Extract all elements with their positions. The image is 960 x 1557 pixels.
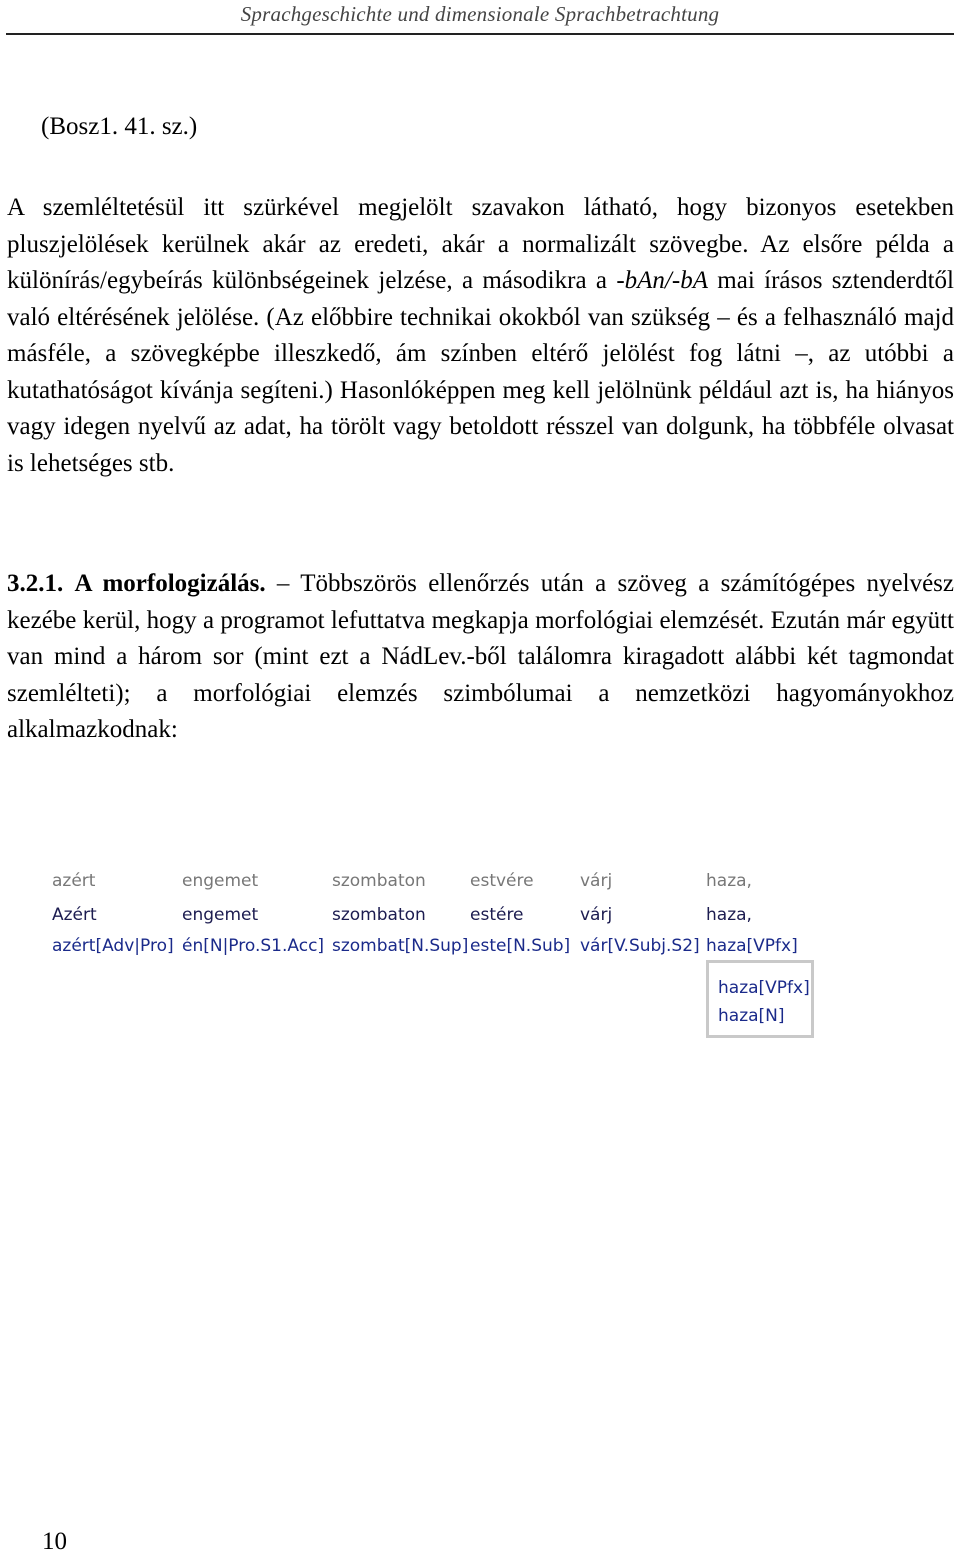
original-word[interactable]: azért [52,871,96,891]
normalized-word[interactable]: várj [580,905,613,925]
source-reference: (Bosz1. 41. sz.) [41,113,198,140]
popup-option[interactable]: haza[N] [718,1006,785,1026]
morphology-screenshot [52,868,832,1048]
original-word[interactable]: szombaton [332,871,426,891]
running-header: Sprachgeschichte und dimensionale Sprachbetrachtung [240,2,720,26]
paragraph1-text-a: A szemléltetésül itt szürkével megjelölt szavakon látható, hogy bizonyos esetekben pluszjelölések kerülnek akár az eredeti, akár a normalizált szövegbe. Az elsőre példa a különírás/egybeírás különbségeinek jelzése, a másodikra a [7,194,954,294]
normalized-text-row [52,905,832,929]
paragraph-morphologization [7,566,954,749]
original-word[interactable]: várj [580,871,613,891]
paragraph-plus-markings [7,190,954,482]
original-word[interactable]: haza, [706,871,752,891]
section-number: 3.2.1. [7,570,64,597]
analysis-row [52,936,832,960]
paragraph1-text-b: mai írásos sztenderdtől való eltérésének jelölése. (Az előbbire technikai okokból van szükség – és a felhasználó majd másféle, a szövegképbe illeszkedő, ám színben eltérő jelölést fog látni –, az utóbbi a kutathatóságot kívánja segíteni.) Hasonlóképpen meg kell jelölnünk például azt is, ha hiányos vagy idegen nyelvű az adat, ha törölt vagy betoldott résszel van dolgunk, ha többféle olvasat is lehetséges stb. [7,267,954,477]
analysis-tag[interactable]: szombat[N.Sup] [332,936,469,956]
original-word[interactable]: engemet [182,871,259,891]
original-word[interactable]: estvére [470,871,534,891]
paragraph2-text: – Többszörös ellenőrzés után a szöveg a számítógépes nyelvész kezébe kerül, hogy a programot lefuttatva megkapja morfológiai elemzését. Ezután már együtt van mind a három sor (mint ezt a NádLev.-ből találomra kiragadott alábbi két tagmondat szemlélteti); a morfológiai elemzés szimbólumai a nemzetközi hagyományokhoz alkalmazkodnak: [7,570,954,743]
analysis-tag[interactable]: haza[VPfx] [706,936,798,956]
analysis-tag[interactable]: azért[Adv|Pro] [52,936,174,956]
analysis-tag[interactable]: este[N.Sub] [470,936,571,956]
analysis-choice-popup [706,960,814,1038]
section-title: A morfologizálás. [74,570,266,597]
suffix-term: -bAn/-bA [616,267,708,294]
original-text-row [52,871,832,895]
normalized-word[interactable]: engemet [182,905,259,925]
normalized-word[interactable]: szombaton [332,905,426,925]
analysis-tag[interactable]: én[N|Pro.S1.Acc] [182,936,325,956]
popup-option[interactable]: haza[VPfx] [718,978,810,998]
normalized-word[interactable]: haza, [706,905,752,925]
normalized-word[interactable]: estére [470,905,524,925]
analysis-tag[interactable]: vár[V.Subj.S2] [580,936,700,956]
page-number: 10 [42,1528,67,1555]
normalized-word[interactable]: Azért [52,905,97,925]
header-rule [6,33,954,35]
